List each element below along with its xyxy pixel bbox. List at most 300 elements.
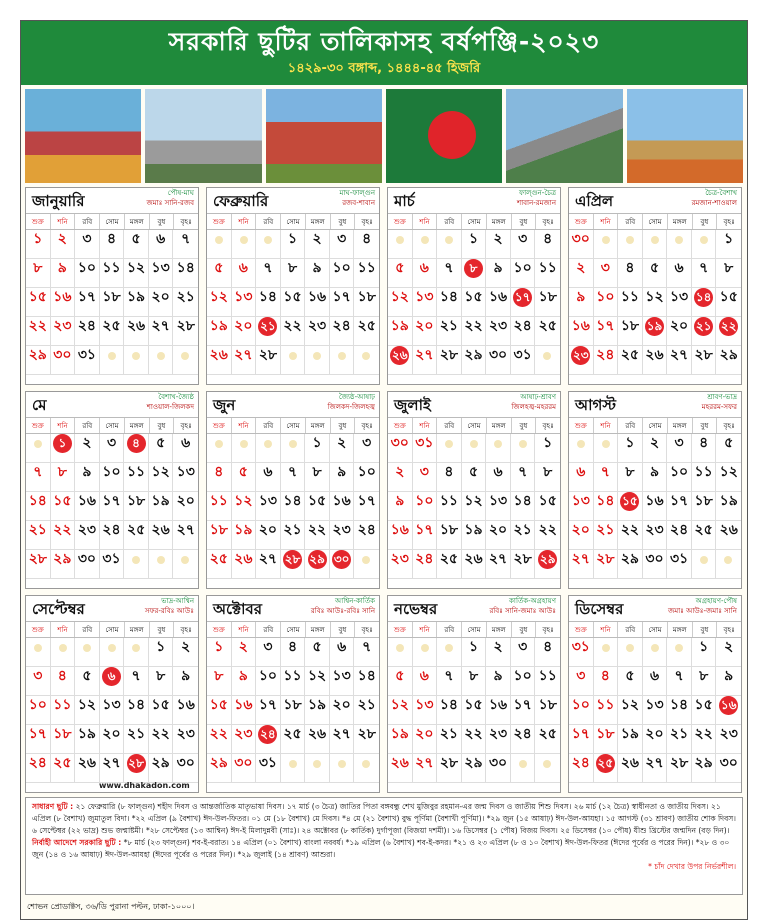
day-number: ১০	[28, 697, 47, 713]
day-cell	[51, 317, 76, 346]
day-cell	[462, 288, 487, 317]
day-cell	[667, 521, 692, 550]
day-number: ২০	[102, 726, 121, 742]
day-number: ২৪	[415, 551, 434, 567]
empty-cell	[535, 754, 560, 783]
moon-note: * চাঁদ দেখার উপর নির্ভরশীল।	[648, 862, 736, 871]
day-cell	[330, 725, 355, 754]
day-cell	[643, 550, 668, 579]
day-number: ১৫	[538, 493, 557, 509]
day-number: ১৪	[126, 697, 146, 713]
day-number: ৩	[263, 639, 273, 655]
empty-cell	[462, 434, 487, 463]
day-number: ২১	[357, 697, 376, 713]
day-number: ২	[181, 639, 191, 655]
day-number: ৮	[57, 464, 67, 480]
day-number: ১১	[538, 260, 557, 276]
day-cell	[354, 288, 379, 317]
day-cell	[305, 667, 330, 696]
day-cell	[667, 696, 692, 725]
day-number: ১	[468, 231, 479, 247]
day-number: ২৪	[513, 318, 532, 334]
day-number: ২৩	[488, 318, 508, 334]
day-number: ২৬	[390, 346, 409, 365]
day-number: ৪	[699, 435, 709, 451]
day-cell	[716, 521, 741, 550]
day-number: ২৮	[513, 551, 532, 567]
day-cell	[207, 696, 232, 725]
day-number: ২৫	[283, 726, 302, 742]
day-number: ১০	[513, 260, 532, 276]
day-number: ২৮	[357, 726, 376, 742]
day-cell	[281, 259, 306, 288]
day-cell	[354, 259, 379, 288]
day-cell	[511, 550, 536, 579]
day-number: ৩০	[332, 550, 351, 569]
day-number: ৫	[649, 260, 660, 276]
bangla-months: বৈশাখ-জ্যৈষ্ঠ	[158, 393, 194, 401]
day-cell	[511, 492, 536, 521]
day-cell	[437, 754, 462, 783]
day-number: ২৩	[307, 318, 327, 334]
day-number: ২৯	[538, 550, 557, 569]
day-cell	[354, 725, 379, 754]
weekday-label: বৃহঃ	[361, 218, 373, 226]
day-cell	[256, 288, 281, 317]
day-cell	[462, 638, 487, 667]
day-cell	[256, 317, 281, 346]
day-number: ২৩	[77, 522, 97, 538]
day-number: ৩০	[719, 755, 738, 771]
day-cell	[281, 288, 306, 317]
day-number: ৪	[106, 231, 117, 247]
day-cell	[462, 754, 487, 783]
weekday-label: বৃহঃ	[723, 626, 735, 634]
bangla-months: জ্যৈষ্ঠ-আষাঢ়	[338, 393, 375, 401]
website-label: www.dhakadon.com	[99, 781, 190, 790]
day-number: ১	[214, 639, 224, 655]
hijri-months: জিলহজ্ব-মহররম	[511, 403, 556, 411]
day-cell	[569, 696, 594, 725]
empty-cell	[354, 550, 379, 579]
day-cell	[437, 346, 462, 375]
day-number: ২৯	[28, 347, 47, 363]
day-number: ১৩	[176, 464, 195, 480]
day-number: ২৬	[77, 755, 97, 771]
photo-bangladesh-flag	[386, 89, 502, 183]
weekday-label: রবি	[75, 214, 100, 229]
day-cell	[330, 259, 355, 288]
day-cell	[692, 288, 717, 317]
day-number: ১	[625, 435, 635, 451]
day-number: ১০	[357, 464, 376, 480]
day-grid	[388, 230, 560, 375]
day-number: ১২	[126, 260, 146, 276]
empty-cell	[124, 550, 149, 579]
day-cell	[51, 696, 76, 725]
day-cell	[716, 492, 741, 521]
day-number: ৯	[57, 260, 67, 276]
weekday-label: সোম	[643, 622, 668, 637]
month-block	[206, 391, 380, 589]
day-cell	[305, 259, 330, 288]
weekday-label: শনি	[413, 622, 438, 637]
day-cell	[173, 696, 198, 725]
day-cell	[51, 754, 76, 783]
weekday-label: বৃহঃ	[542, 422, 554, 430]
day-number: ২৫	[620, 347, 640, 363]
weekday-header	[26, 418, 198, 434]
weekday-label: বুধ	[331, 622, 356, 637]
executive-holidays	[32, 837, 736, 861]
day-cell	[173, 667, 198, 696]
empty-cell	[354, 346, 379, 375]
day-cell	[594, 696, 619, 725]
day-number: ২৮	[669, 755, 689, 771]
day-cell	[173, 638, 198, 667]
day-number: ১৪	[28, 493, 47, 509]
day-cell	[354, 638, 379, 667]
day-number: ২২	[719, 317, 738, 336]
day-number: ৮	[468, 668, 479, 684]
day-cell	[511, 667, 536, 696]
day-number: ১৯	[390, 318, 409, 334]
day-cell	[354, 667, 379, 696]
day-number: ১৯	[307, 697, 327, 713]
day-number: ৩০	[645, 551, 664, 567]
day-number: ২৭	[102, 755, 121, 771]
day-number: ৩০	[488, 347, 508, 363]
weekday-header	[388, 418, 560, 434]
day-number: ৭	[518, 464, 528, 480]
day-cell	[594, 259, 619, 288]
day-number: ১৮	[126, 493, 146, 509]
day-cell	[569, 725, 594, 754]
day-cell	[667, 346, 692, 375]
day-number: ৬	[263, 464, 273, 480]
day-cell	[618, 521, 643, 550]
day-cell	[716, 696, 741, 725]
day-number: ২৭	[415, 755, 434, 771]
day-cell	[75, 696, 100, 725]
day-cell	[330, 492, 355, 521]
day-number: ১৮	[620, 318, 639, 334]
day-number: ১৫	[283, 289, 302, 305]
day-number: ২৭	[571, 551, 590, 567]
day-cell	[281, 317, 306, 346]
day-cell	[486, 725, 511, 754]
empty-cell	[618, 230, 643, 259]
day-number: ২	[576, 260, 586, 276]
day-cell	[305, 463, 330, 492]
day-cell	[207, 725, 232, 754]
day-number: ৮	[156, 668, 166, 684]
empty-cell	[207, 434, 232, 463]
day-number: ১০	[258, 668, 278, 684]
weekday-label: বুধ	[331, 214, 356, 229]
day-number: ৭	[287, 464, 298, 480]
day-cell	[281, 638, 306, 667]
day-cell	[256, 492, 281, 521]
weekday-label: শনি	[232, 214, 257, 229]
day-cell	[26, 754, 51, 783]
day-number: ২০	[645, 726, 664, 742]
weekday-label: বুধ	[512, 622, 537, 637]
day-cell	[437, 463, 462, 492]
empty-cell	[437, 230, 462, 259]
empty-cell	[100, 638, 125, 667]
day-number: ২৪	[77, 318, 97, 334]
day-number: ২২	[538, 522, 557, 538]
day-number: ১১	[53, 697, 72, 713]
day-number: ১৭	[513, 697, 532, 713]
day-number: ৩	[419, 464, 429, 480]
day-number: ১৮	[357, 289, 376, 305]
day-cell	[75, 521, 100, 550]
weekday-label: সোম	[100, 418, 125, 433]
month-header	[388, 596, 560, 622]
day-number: ৯	[82, 464, 92, 480]
month-name: নভেম্বর	[394, 600, 438, 618]
weekday-label: বৃহঃ	[723, 422, 735, 430]
day-number: ৩	[576, 668, 586, 684]
day-cell	[618, 434, 643, 463]
day-cell	[486, 638, 511, 667]
empty-cell	[388, 230, 413, 259]
day-number: ২৫	[694, 522, 713, 538]
day-cell	[569, 521, 594, 550]
day-number: ২৬	[464, 551, 483, 567]
bangla-months: আষাঢ়-শ্রাবণ	[520, 393, 556, 401]
day-cell	[232, 667, 257, 696]
day-cell	[643, 492, 668, 521]
day-number: ১৯	[645, 317, 664, 336]
day-cell	[207, 463, 232, 492]
day-cell	[413, 725, 438, 754]
weekday-label: মঙ্গল	[125, 622, 150, 637]
day-number: ২১	[258, 317, 277, 336]
day-cell	[281, 667, 306, 696]
day-cell	[281, 463, 306, 492]
day-number: ১২	[390, 289, 409, 305]
day-number: ৬	[649, 668, 660, 684]
weekday-header	[569, 622, 741, 638]
day-number: ১৯	[464, 522, 483, 538]
day-cell	[462, 259, 487, 288]
day-number: ১৬	[77, 493, 97, 509]
hijri-months: জমাঃ আউঃ-জমাঃ সানি	[668, 607, 737, 615]
day-cell	[173, 259, 198, 288]
weekday-label: শুক্র	[207, 418, 232, 433]
day-number: ১৬	[176, 697, 195, 713]
day-cell	[51, 346, 76, 375]
day-cell	[618, 696, 643, 725]
day-cell	[207, 550, 232, 579]
day-cell	[100, 230, 125, 259]
day-cell	[388, 463, 413, 492]
empty-cell	[124, 346, 149, 375]
empty-cell	[354, 754, 379, 783]
general-holidays-label: সাধারণ ছুটি :	[32, 802, 74, 811]
day-cell	[618, 754, 643, 783]
empty-cell	[173, 346, 198, 375]
day-number: ৫	[214, 260, 224, 276]
day-cell	[569, 463, 594, 492]
day-number: ১৪	[357, 668, 376, 684]
day-cell	[413, 754, 438, 783]
day-cell	[100, 492, 125, 521]
day-cell	[124, 317, 149, 346]
day-number: ৬	[238, 260, 248, 276]
day-cell	[75, 230, 100, 259]
day-number: ৫	[395, 260, 405, 276]
day-number: ১৫	[620, 492, 639, 511]
day-cell	[124, 463, 149, 492]
day-cell	[232, 317, 257, 346]
day-cell	[618, 463, 643, 492]
weekday-label: রবি	[618, 418, 643, 433]
day-cell	[692, 754, 717, 783]
month-name: আগস্ট	[575, 396, 616, 414]
day-cell	[149, 667, 174, 696]
weekday-label: বুধ	[693, 418, 718, 433]
day-number: ৮	[724, 260, 734, 276]
day-cell	[716, 463, 741, 492]
weekday-label: শুক্র	[26, 622, 51, 637]
day-cell	[173, 288, 198, 317]
day-number: ৮	[214, 668, 224, 684]
day-cell	[388, 754, 413, 783]
day-number: ১৫	[151, 697, 170, 713]
day-number: ১৩	[571, 493, 590, 509]
day-number: ২৩	[645, 522, 664, 538]
day-cell	[667, 259, 692, 288]
day-cell	[535, 638, 560, 667]
month-grid	[25, 187, 743, 793]
day-number: ১৩	[415, 289, 434, 305]
day-cell	[173, 725, 198, 754]
day-number: ৯	[312, 260, 322, 276]
month-header	[388, 188, 560, 214]
month-block	[25, 187, 199, 385]
day-number: ১০	[77, 260, 97, 276]
day-number: ৩	[518, 231, 528, 247]
day-cell	[388, 259, 413, 288]
weekday-label: শুক্র	[26, 418, 51, 433]
day-number: ১৩	[669, 289, 689, 305]
weekday-label: বৃহঃ	[723, 218, 735, 226]
empty-cell	[232, 230, 257, 259]
month-block	[568, 187, 742, 385]
day-number: ৮	[625, 464, 635, 480]
day-number: ২৩	[571, 346, 590, 365]
day-cell	[594, 521, 619, 550]
day-number: ২৫	[596, 754, 615, 773]
day-cell	[667, 725, 692, 754]
empty-cell	[281, 434, 306, 463]
day-cell	[100, 754, 125, 783]
day-cell	[75, 259, 100, 288]
day-cell	[535, 550, 560, 579]
weekday-label: মঙ্গল	[125, 214, 150, 229]
day-cell	[388, 346, 413, 375]
day-number: ৩১	[415, 435, 434, 451]
weekday-header	[207, 214, 379, 230]
empty-cell	[26, 638, 51, 667]
day-number: ২৩	[390, 551, 409, 567]
day-cell	[75, 288, 100, 317]
day-number: ১২	[719, 464, 738, 480]
empty-cell	[716, 550, 741, 579]
day-number: ১২	[151, 464, 170, 480]
weekday-label: মঙ্গল	[306, 418, 331, 433]
day-cell	[486, 463, 511, 492]
empty-cell	[594, 230, 619, 259]
day-cell	[618, 667, 643, 696]
day-number: ১৩	[234, 289, 253, 305]
day-cell	[716, 259, 741, 288]
day-cell	[26, 667, 51, 696]
day-number: ২৪	[28, 755, 47, 771]
day-number: ১৭	[513, 288, 532, 307]
day-cell	[716, 230, 741, 259]
weekday-label: বুধ	[150, 622, 175, 637]
day-cell	[486, 667, 511, 696]
empty-cell	[232, 434, 257, 463]
day-cell	[511, 317, 536, 346]
month-block	[568, 595, 742, 793]
day-cell	[75, 434, 100, 463]
day-cell	[594, 725, 619, 754]
day-cell	[305, 317, 330, 346]
day-number: ৩১	[258, 755, 278, 771]
weekday-label: সোম	[462, 418, 487, 433]
day-number: ৯	[238, 668, 248, 684]
day-number: ৬	[419, 668, 429, 684]
day-cell	[354, 463, 379, 492]
day-cell	[716, 346, 741, 375]
day-cell	[643, 463, 668, 492]
publisher-footer: শোভন প্রোডাক্টস, ৩৬/ডি পুরানা পল্টন, ঢাকা-১০০০।	[27, 902, 195, 911]
day-number: ২৫	[53, 755, 72, 771]
day-cell	[692, 259, 717, 288]
day-number: ১৬	[234, 697, 253, 713]
day-cell	[124, 754, 149, 783]
day-number: ৫	[131, 231, 141, 247]
day-number: ১১	[538, 668, 557, 684]
day-number: ৪	[127, 434, 146, 453]
page-title: সরকারি ছুটির তালিকাসহ বর্ষপঞ্জি-২০২৩	[168, 27, 600, 56]
day-grid	[207, 638, 379, 783]
day-number: ১	[543, 435, 553, 451]
day-cell	[51, 521, 76, 550]
month-header	[26, 596, 198, 622]
calendar-page	[20, 20, 748, 920]
day-cell	[511, 288, 536, 317]
day-number: ২৭	[488, 551, 508, 567]
day-cell	[330, 638, 355, 667]
day-number: ৩১	[77, 347, 97, 363]
day-number: ৩	[362, 435, 372, 451]
day-number: ২৭	[669, 347, 689, 363]
weekday-label: শনি	[594, 418, 619, 433]
day-cell	[232, 521, 257, 550]
day-number: ১	[699, 639, 709, 655]
day-cell	[462, 550, 487, 579]
day-cell	[511, 521, 536, 550]
day-number: ১৬	[53, 289, 72, 305]
weekday-label: বৃহঃ	[361, 626, 373, 634]
